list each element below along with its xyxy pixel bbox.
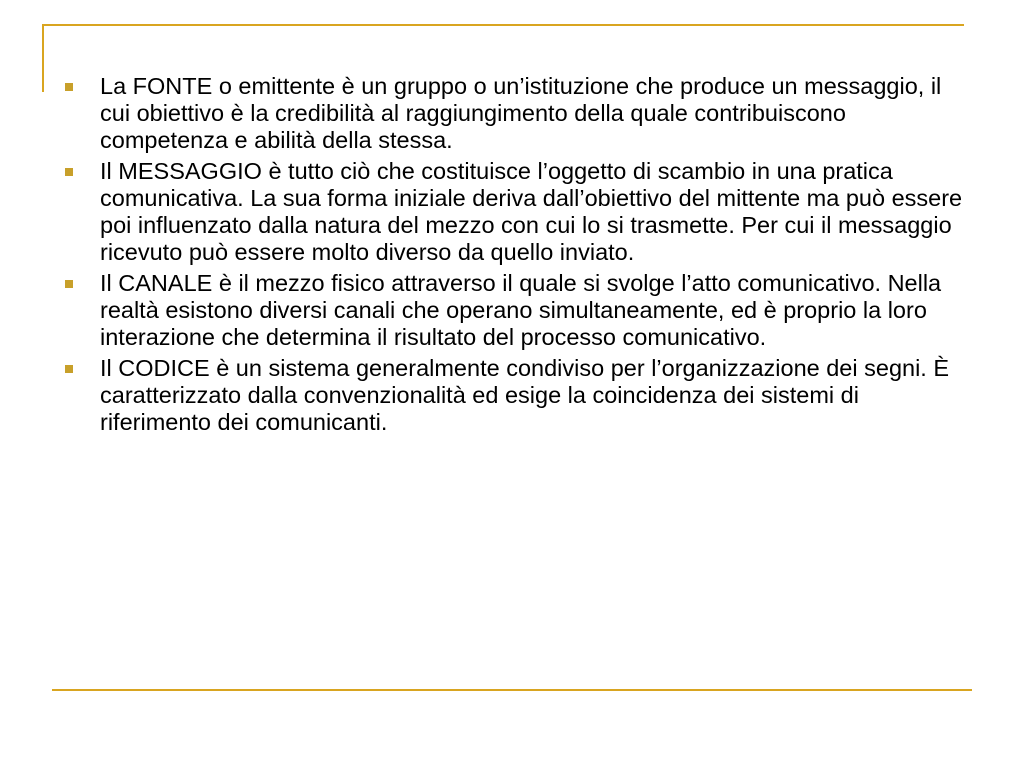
square-bullet-icon [65, 168, 73, 176]
bullet-text: Il CODICE è un sistema generalmente condiviso per l’organizzazione dei segni. È caratterizzato dalla convenzionalità ed esige la coincidenza dei sistemi di riferimento dei comunicanti. [100, 355, 950, 435]
left-border-line [42, 24, 44, 92]
bullet-item-canale [62, 270, 972, 351]
square-bullet-icon [65, 365, 73, 373]
bullet-text: Il MESSAGGIO è tutto ciò che costituisce l’oggetto di scambio in una pratica comunicativa. La sua forma iniziale deriva dall’obiettivo del mittente ma può essere poi influenzato dalla natura del mezzo con cui lo si trasmette. Per cui il messaggio ricevuto può essere molto diverso da quello inviato. [100, 158, 963, 265]
bullet-text: Il CANALE è il mezzo fisico attraverso il quale si svolge l’atto comunicativo. Nella realtà esistono diversi canali che operano simultaneamente, ed è proprio la loro interazione che determina il risultato del processo comunicativo. [100, 270, 942, 350]
bullet-text: La FONTE o emittente è un gruppo o un’istituzione che produce un messaggio, il cui obiettivo è la credibilità al raggiungimento della quale contribuiscono competenza e abilità della stessa. [100, 73, 942, 153]
square-bullet-icon [65, 280, 73, 288]
square-bullet-icon [65, 83, 73, 91]
bottom-border-line [52, 689, 972, 691]
bullet-item-messaggio [62, 158, 972, 266]
bullet-item-fonte [62, 73, 972, 154]
bullet-item-codice [62, 355, 972, 436]
top-border-line [42, 24, 964, 26]
bullet-list [62, 73, 972, 440]
